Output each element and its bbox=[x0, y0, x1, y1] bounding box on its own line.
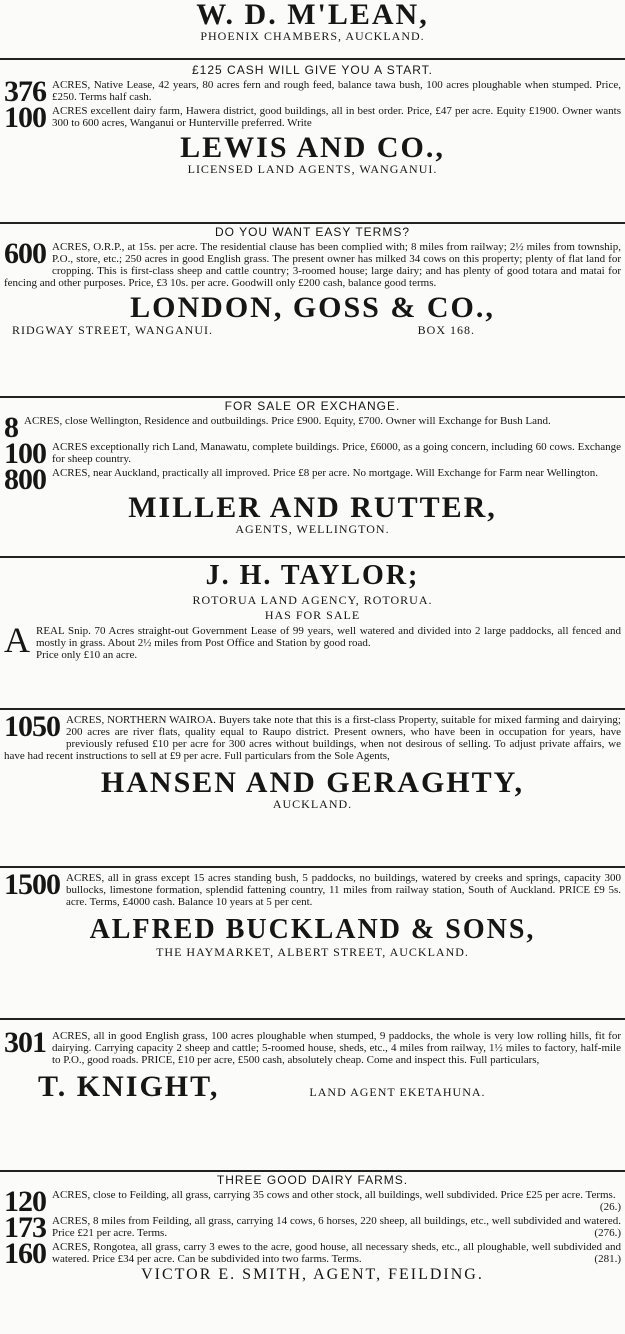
listing-text: ACRES, all in grass except 15 acres standing bush, 5 paddocks, no buildings, watered by creeks and springs, capacity 300 bullocks, limestone formation, splendid fattening country, 11 miles from railway station, South of Auckland. PRICE £9 5s. acre. Terms, £4000 cash. Balance 10 years at 5 per cent. bbox=[66, 872, 621, 908]
acreage-number: 173 bbox=[4, 1211, 46, 1245]
listing bbox=[0, 1211, 625, 1245]
firm-name: J. H. TAYLOR; bbox=[205, 560, 420, 591]
listing bbox=[0, 710, 625, 762]
acreage-number: 800 bbox=[4, 463, 46, 497]
firm-name: HANSEN AND GERAGHTY, bbox=[100, 766, 525, 799]
listing bbox=[0, 101, 625, 135]
listing-text: ACRES, O.R.P., at 15s. per acre. The residential clause has been complied with; 8 miles from railway; 2½ miles from township, P.O., store, etc.; 250 acres in good English grass. The present owner has milked 34 cows on this property; plenty of flat land for cropping. This is first-class sheep and cattle country; 3-roomed house; large dairy; and has plenty of good totara and matai for fencing and other purposes. Price, £3 10s. per acre. Goodwill only £200 cash, balance good terms. bbox=[4, 241, 621, 290]
listing-text: ACRES, close Wellington, Residence and outbuildings. Price £900. Equity, £700. Owner will Exchange for Bush Land. bbox=[24, 415, 551, 428]
firm-address: LICENSED LAND AGENTS, WANGANUI. bbox=[187, 162, 438, 177]
acreage-number: 376 bbox=[4, 75, 46, 109]
buckland-ad bbox=[0, 868, 625, 959]
for-sale-subhead: HAS FOR SALE bbox=[264, 607, 361, 622]
miller-ad bbox=[0, 400, 625, 536]
acreage-number: 600 bbox=[4, 237, 46, 271]
listing bbox=[0, 1185, 625, 1219]
hansen-ad bbox=[0, 710, 625, 811]
firm-address: PHOENIX CHAMBERS, AUCKLAND. bbox=[200, 29, 425, 43]
listing-text: ACRES, Rongotea, all grass, carry 3 ewes to the acre, good house, all necessary sheds, etc., all ploughable, well subdivided and watered. Price £34 per acre. Can be subdivided into two farms. Terms. bbox=[52, 1241, 621, 1266]
acreage-number: 100 bbox=[4, 437, 46, 471]
listing-text: ACRES, NORTHERN WAIROA. Buyers take note that this is a first-class Property, suitable for mixed farming and dairying; 200 acres are river flats, quality equal to Raupo district. Present owners, who have been in occupation for years, have previously refused £10 per acre for 300 acres without buildings, when not desirous of selling. To adjust private affairs, we have had recent instructions to sell at £9 per acre. Full particulars from the Sole Agents, bbox=[4, 714, 621, 762]
box-number: BOX 168. bbox=[417, 323, 475, 338]
divider bbox=[0, 556, 625, 558]
lewis-ad bbox=[0, 64, 625, 176]
firm-address: AGENTS, WELLINGTON. bbox=[235, 522, 390, 537]
listing-text: ACRES exceptionally rich Land, Manawatu, complete buildings. Price, £6000, as a going concern, including 60 cows. Exchange for sheep country. bbox=[52, 441, 621, 466]
firm-name: VICTOR E. SMITH, AGENT, FEILDING. bbox=[141, 1266, 484, 1284]
listing-reference: (26.) bbox=[599, 1201, 621, 1214]
smith-ad bbox=[0, 1174, 625, 1284]
listing-reference: (276.) bbox=[594, 1227, 621, 1240]
acreage-number: 8 bbox=[4, 411, 18, 445]
firm-address: AUCKLAND. bbox=[272, 797, 353, 811]
divider bbox=[0, 708, 625, 710]
listing-price: Price only £10 an acre. bbox=[36, 649, 138, 662]
listing bbox=[0, 1026, 625, 1066]
listing-text: ACRES, close to Feilding, all grass, carrying 35 cows and other stock, all buildings, well subdivided. Price £25 per acre. Terms. bbox=[52, 1189, 616, 1202]
acreage-number: 120 bbox=[4, 1185, 46, 1219]
acreage-number: 1050 bbox=[4, 710, 60, 743]
price-line bbox=[0, 649, 625, 661]
listing-text: ACRES, Native Lease, 42 years, 80 acres fern and rough feed, balance tawa bush, 100 acres ploughable when stumped. Price, £250. Terms half cash. bbox=[52, 79, 621, 104]
firm-name: W. D. M'LEAN, bbox=[196, 0, 429, 31]
listing-text: REAL Snip. 70 Acres straight-out Government Lease of 99 years, well watered and divided into 2 large paddocks, all fenced and mostly in grass. About 2½ miles from Post Office and Station by good road. bbox=[36, 625, 621, 650]
listing bbox=[0, 463, 625, 497]
acreage-number: 160 bbox=[4, 1237, 46, 1271]
divider bbox=[0, 1170, 625, 1172]
firm-name: T. KNIGHT, bbox=[38, 1070, 220, 1103]
firm-address-row bbox=[0, 323, 625, 338]
mclean-ad bbox=[0, 0, 625, 43]
acreage-number: 100 bbox=[4, 101, 46, 135]
listing-text: ACRES, all in good English grass, 100 acres ploughable when stumped, 9 paddocks, the whole is very low rolling hills, fit for dairying. Carrying capacity 2 sheep and cattle; 5-roomed house, sheds, etc., 4 miles from railway, 1½ miles to factory, half-mile to P.O., good roads. PRICE, £10 per acre, £500 cash, absolutely cheap. Come and inspect this. Full particulars, bbox=[52, 1030, 621, 1066]
firm-address: RIDGWAY STREET, WANGANUI. bbox=[12, 323, 213, 338]
firm-address: ROTORUA LAND AGENCY, ROTORUA. bbox=[192, 593, 433, 607]
listing bbox=[0, 437, 625, 471]
firm-address: LAND AGENT EKETAHUNA. bbox=[309, 1085, 486, 1099]
firm-name: LONDON, GOSS & CO., bbox=[130, 291, 495, 325]
listing bbox=[0, 237, 625, 290]
acreage-number: 1500 bbox=[4, 868, 60, 901]
firm-address: THE HAYMARKET, ALBERT STREET, AUCKLAND. bbox=[156, 945, 469, 959]
firm-name: ALFRED BUCKLAND & SONS, bbox=[89, 914, 536, 945]
divider bbox=[0, 866, 625, 868]
firm-name: LEWIS AND CO., bbox=[180, 131, 445, 165]
divider bbox=[0, 58, 625, 60]
divider bbox=[0, 396, 625, 398]
knight-ad bbox=[0, 1026, 625, 1103]
ad-headline: DO YOU WANT EASY TERMS? bbox=[214, 225, 411, 239]
drop-cap: A bbox=[4, 620, 30, 661]
divider bbox=[0, 222, 625, 224]
acreage-number: 301 bbox=[4, 1026, 46, 1059]
firm-name: MILLER AND RUTTER, bbox=[128, 491, 497, 525]
taylor-ad bbox=[0, 562, 625, 661]
firm-row bbox=[0, 1072, 625, 1102]
listing-reference: (281.) bbox=[594, 1253, 621, 1266]
listing bbox=[0, 411, 625, 445]
listing bbox=[0, 1237, 625, 1271]
ad-headline: FOR SALE OR EXCHANGE. bbox=[224, 399, 401, 413]
ad-headline: £125 CASH WILL GIVE YOU A START. bbox=[192, 63, 433, 77]
listing-text: ACRES excellent dairy farm, Hawera district, good buildings, all in best order. Price, £47 per acre. Equity £1900. Owner wants 300 to 600 acres, Wanganui or Hunterville preferred. Write bbox=[52, 105, 621, 130]
listing-text: ACRES, 8 miles from Feilding, all grass, carrying 14 cows, 6 horses, 220 sheep, all buildings, etc., well subdivided and watered. Price £21 per acre. Terms. bbox=[52, 1215, 621, 1240]
listing bbox=[0, 868, 625, 908]
divider bbox=[0, 1018, 625, 1020]
listing-text: ACRES, near Auckland, practically all improved. Price £8 per acre. No mortgage. Will Exchange for Farm near Wellington. bbox=[52, 467, 598, 480]
listing bbox=[0, 75, 625, 109]
london-ad bbox=[0, 226, 625, 338]
ad-headline: THREE GOOD DAIRY FARMS. bbox=[216, 1173, 409, 1187]
